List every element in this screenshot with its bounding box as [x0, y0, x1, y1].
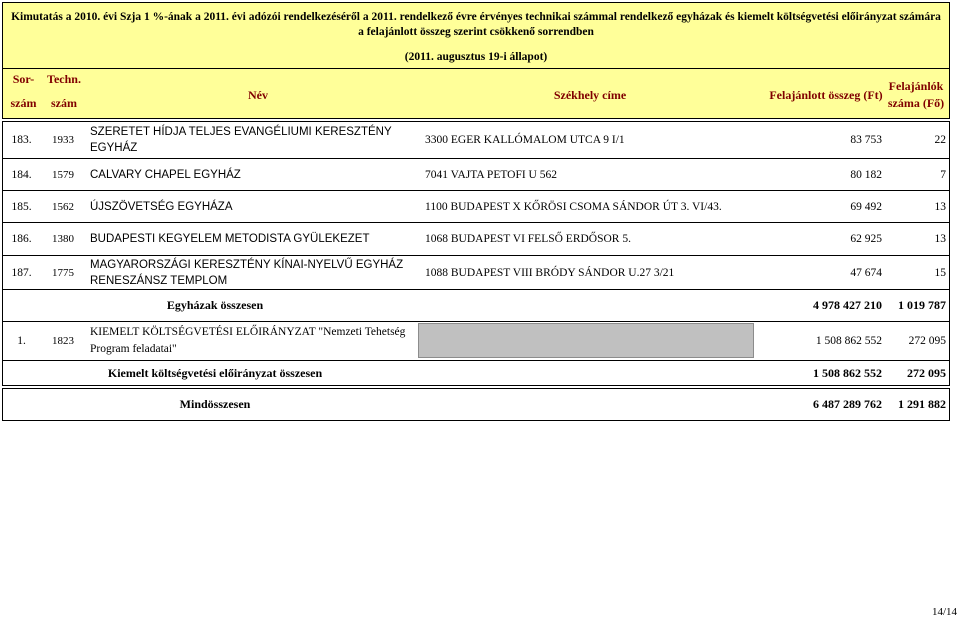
row-felajanlok: 22	[934, 134, 946, 146]
appropriations-total-label: Kiemelt költségvetési előirányzat összesen	[107, 365, 323, 380]
column-header-techn-szam: szám	[51, 96, 77, 110]
table-row	[2, 255, 950, 290]
row-sorszam: 1.	[17, 335, 26, 347]
row-sorszam: 183.	[11, 134, 32, 146]
row-osszeg: 47 674	[850, 266, 882, 279]
row-nev	[90, 122, 420, 158]
churches-total-label: Egyházak összesen	[166, 298, 264, 312]
churches-total-felajanlok: 1 019 787	[898, 298, 946, 312]
row-osszeg: 80 182	[850, 168, 882, 181]
table-header	[2, 68, 950, 119]
row-sorszam: 185.	[11, 200, 32, 213]
row-nev-line: MAGYARORSZÁGI KERESZTÉNY KÍNAI-NYELVŰ EGYHÁZ	[90, 258, 404, 271]
row-nev	[90, 159, 420, 190]
column-header-sorszam: szám	[10, 96, 37, 110]
report-subtitle: a felajánlott összeg szerint csökkenő sorrendben	[358, 26, 594, 38]
churches-total-row	[2, 289, 950, 322]
column-header-nev: Név	[248, 88, 268, 102]
grand-total-label: Mindösszesen	[179, 397, 251, 411]
row-felajanlok: 13	[934, 200, 946, 213]
churches-total-osszeg: 4 978 427 210	[813, 298, 882, 312]
row-techn-szam: 1562	[52, 200, 74, 213]
row-felajanlok: 13	[934, 233, 946, 245]
column-header-osszeg: Felajánlott összeg (Ft)	[769, 88, 883, 102]
row-osszeg: 1 508 862 552	[815, 335, 882, 347]
report-title: Kimutatás a 2010. évi Szja 1 %-ának a 2011. évi adózói rendelkezéséről a 2011. rendelkező évre érvényes technikai számmal rendelkező egyházak és kiemelt költségvetési előirányzat számára	[11, 11, 941, 23]
row-sorszam: 184.	[11, 168, 32, 181]
appropriations-total-osszeg: 1 508 862 552	[813, 365, 882, 380]
table-row	[2, 121, 950, 159]
table-row	[2, 190, 950, 223]
grand-total-felajanlok: 1 291 882	[898, 397, 946, 411]
row-felajanlok: 7	[940, 168, 946, 181]
appropriations-total-row	[2, 360, 950, 386]
appropriations-total-felajanlok: 272 095	[907, 365, 946, 380]
appropriation-row	[2, 321, 950, 361]
row-nev-line: KIEMELT KÖLTSÉGVETÉSI ELŐIRÁNYZAT "Nemzeti Tehetség	[90, 326, 406, 338]
column-header-sorszam: Sor-	[12, 72, 35, 86]
row-nev-line: BUDAPESTI KEGYELEM METODISTA GYÜLEKEZET	[90, 233, 370, 245]
column-header-felajanlok: Felajánlók	[888, 79, 944, 93]
row-nev	[90, 223, 420, 255]
row-szekhely: 3300 EGER KALLÓMALOM UTCA 9 I/1	[425, 134, 625, 146]
row-szekhely: 7041 VAJTA PETOFI U 562	[425, 168, 557, 181]
row-techn-szam: 1380	[52, 233, 74, 245]
row-osszeg: 69 492	[850, 200, 882, 213]
column-header-techn-szam: Techn.	[47, 72, 81, 86]
row-nev-line: CALVARY CHAPEL EGYHÁZ	[90, 168, 241, 181]
report-title-block	[2, 2, 950, 69]
row-techn-szam: 1933	[52, 134, 74, 146]
column-header-szekhely: Székhely címe	[553, 88, 627, 102]
row-nev	[90, 322, 420, 360]
report-date: (2011. augusztus 19-i állapot)	[404, 51, 548, 63]
row-szekhely: 1068 BUDAPEST VI FELSŐ ERDŐSOR 5.	[425, 233, 631, 245]
row-nev	[90, 191, 420, 222]
row-techn-szam: 1823	[52, 335, 74, 347]
table-row	[2, 158, 950, 191]
row-sorszam: 186.	[11, 233, 32, 245]
row-techn-szam: 1775	[52, 266, 74, 279]
row-felajanlok: 15	[934, 266, 946, 279]
column-header-felajanlok: száma (Fő)	[887, 96, 945, 110]
row-osszeg: 83 753	[850, 134, 882, 146]
row-felajanlok: 272 095	[908, 335, 946, 347]
row-techn-szam: 1579	[52, 168, 74, 181]
row-sorszam: 187.	[11, 266, 32, 279]
row-szekhely: 1100 BUDAPEST X KŐRÖSI CSOMA SÁNDOR ÚT 3. VI/43.	[425, 200, 722, 213]
row-osszeg: 62 925	[850, 233, 882, 245]
row-nev-line: SZERETET HÍDJA TELJES EVANGÉLIUMI KERESZTÉNY	[90, 126, 392, 138]
row-nev-line: ÚJSZÖVETSÉG EGYHÁZA	[90, 200, 233, 213]
row-nev-line: Program feladatai"	[90, 343, 177, 355]
grand-total-osszeg: 6 487 289 762	[813, 397, 882, 411]
table-row	[2, 222, 950, 256]
page-number: 14/14	[931, 606, 957, 618]
grand-total-row	[2, 388, 950, 421]
row-nev	[90, 256, 420, 289]
row-nev-line: EGYHÁZ	[90, 142, 138, 154]
row-nev-line: RENESZÁNSZ TEMPLOM	[90, 274, 228, 287]
row-szekhely: 1088 BUDAPEST VIII BRÓDY SÁNDOR U.27 3/21	[425, 266, 675, 279]
